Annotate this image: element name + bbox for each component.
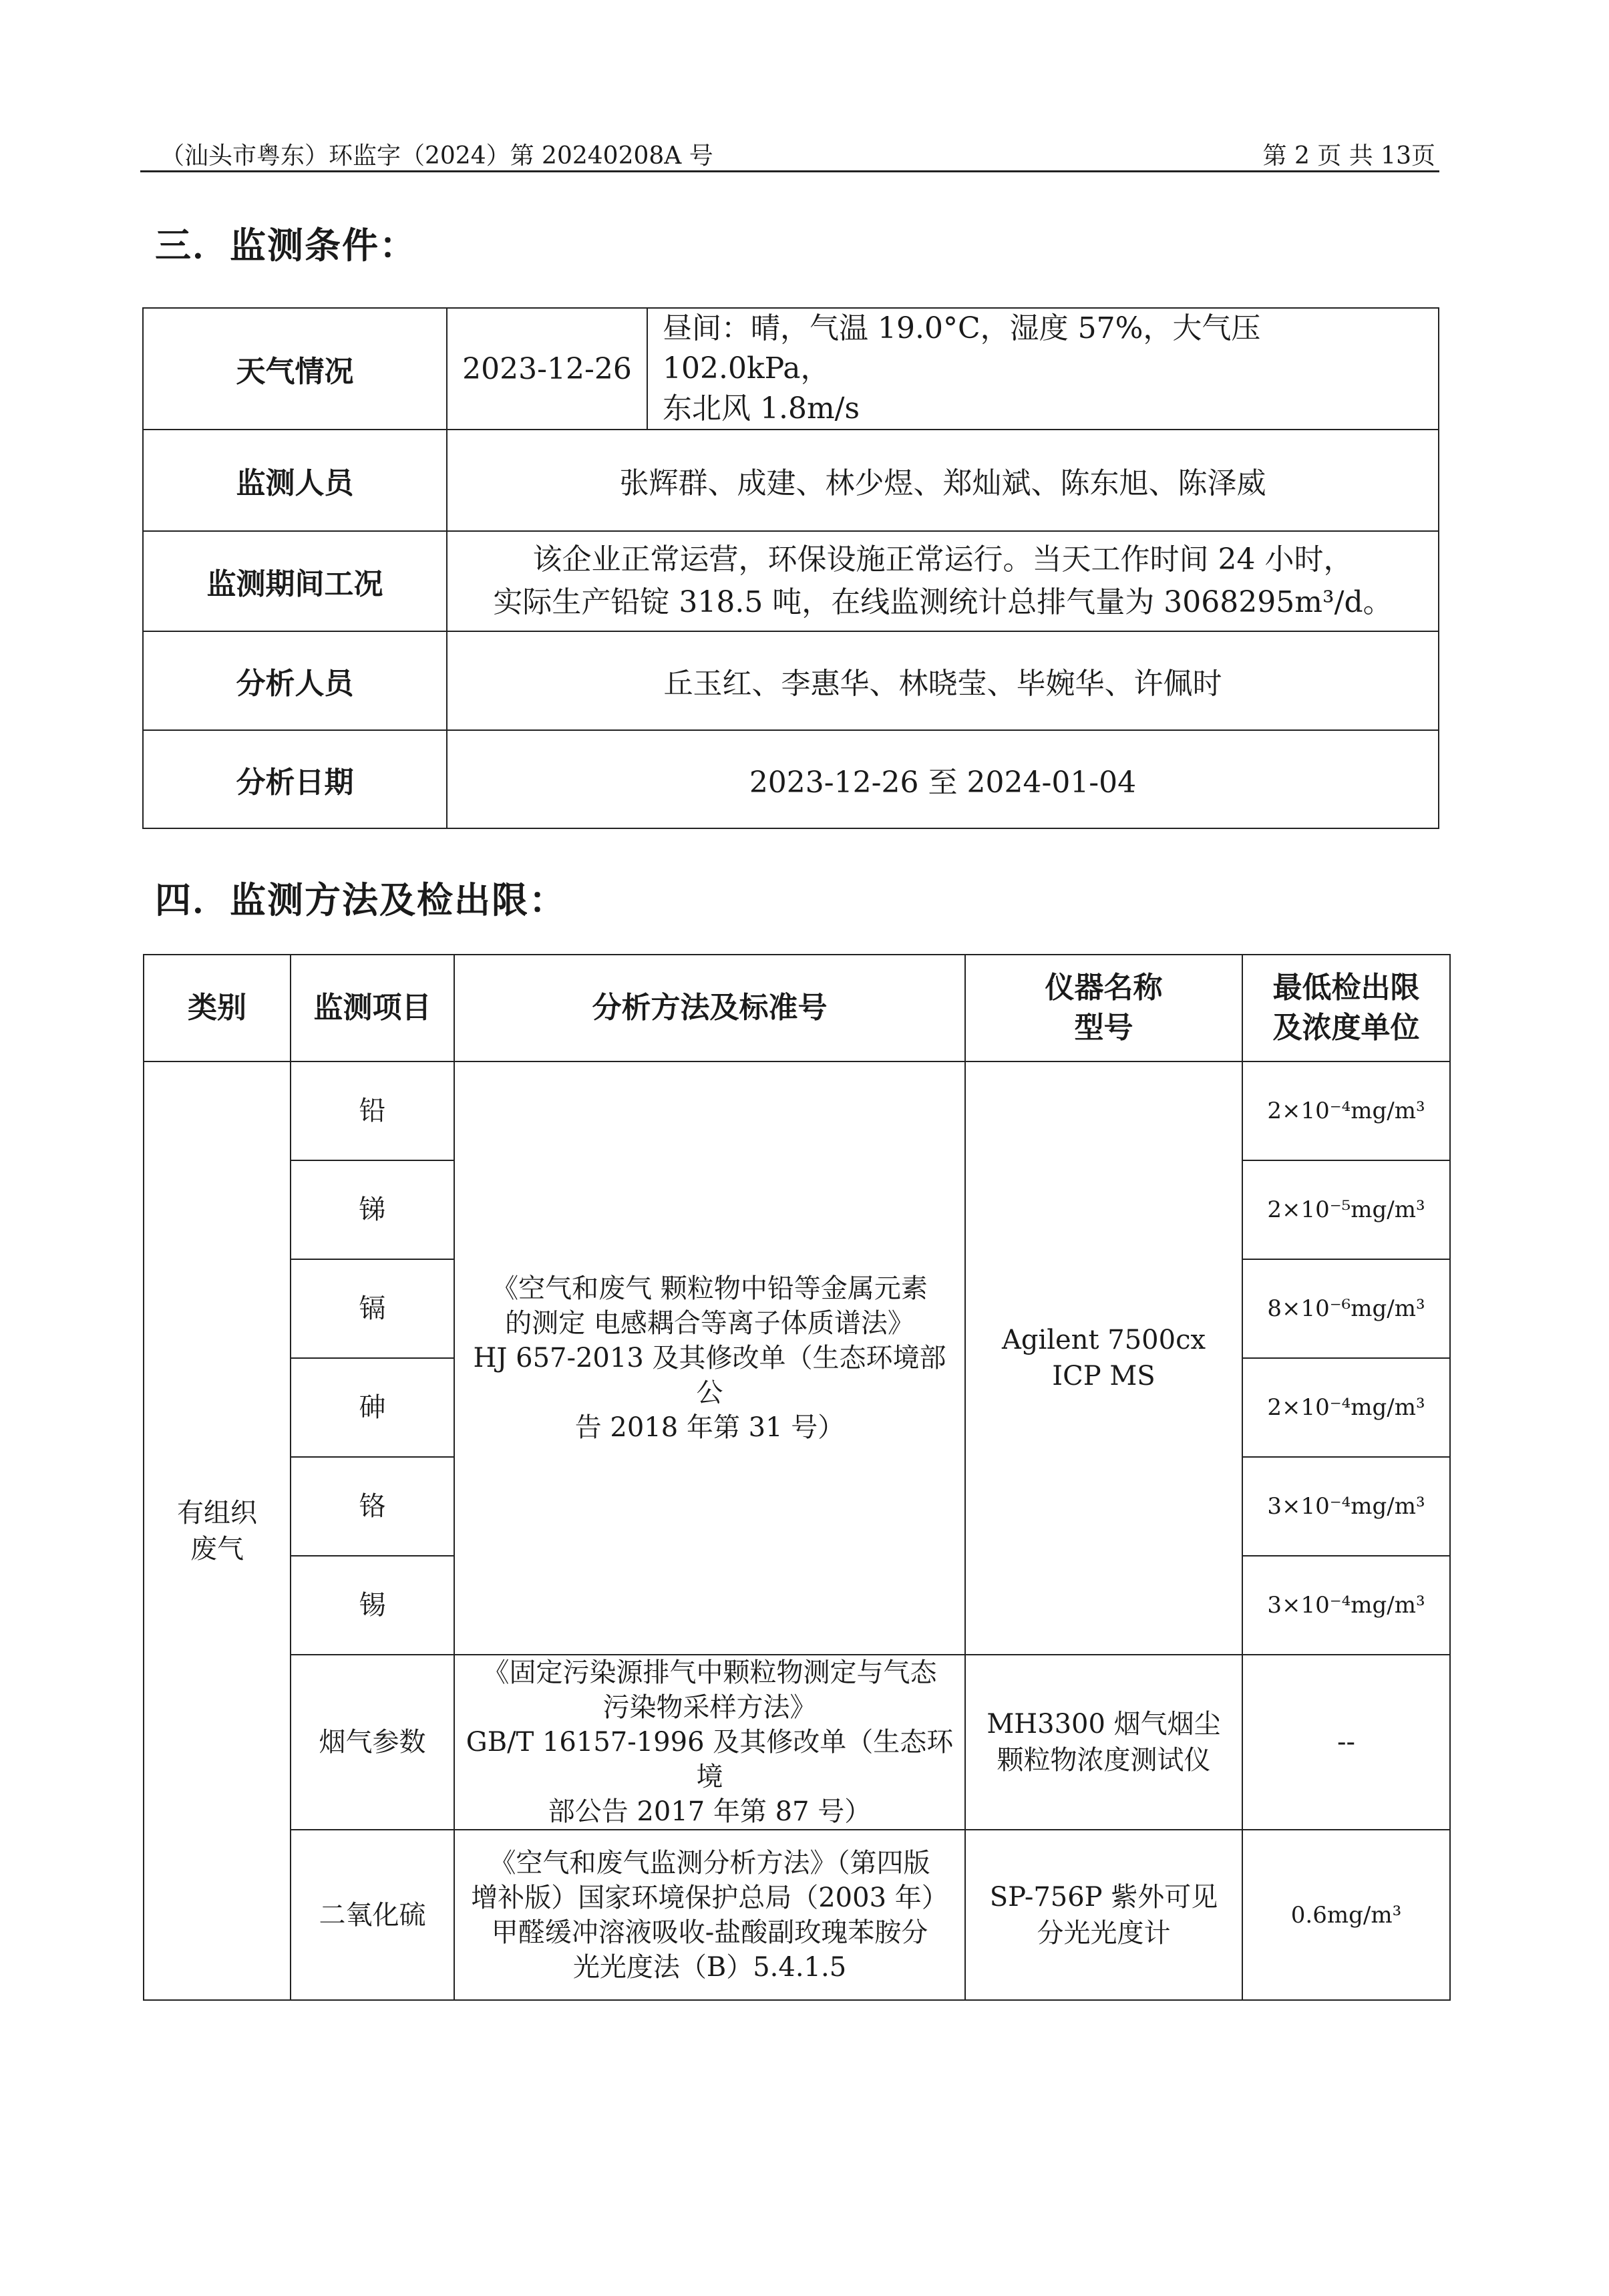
- method-line: 《固定污染源排气中颗粒物测定与气态: [482, 1657, 937, 1688]
- table-row: [144, 955, 1450, 1061]
- operating-line-1: 该企业正常运营，环保设施正常运行。当天工作时间 24 小时，: [532, 542, 1353, 577]
- table-row: [144, 1655, 1450, 1830]
- method-line: 部公告 2017 年第 87 号）: [548, 1796, 872, 1827]
- limit-tin: 3×10⁻⁴mg/m³: [1242, 1556, 1450, 1655]
- item-tin: 锡: [291, 1556, 454, 1655]
- category-line-2: 废气: [190, 1533, 244, 1565]
- monitoring-staff-label: 监测人员: [143, 430, 447, 531]
- instrument-line: SP-756P 紫外可见: [989, 1881, 1218, 1913]
- method-line: 增补版）国家环境保护总局（2003 年）: [471, 1882, 948, 1913]
- table-row: [144, 1830, 1450, 2000]
- header-method: 分析方法及标准号: [454, 955, 965, 1061]
- operating-line-2: 实际生产铅锭 318.5 吨，在线监测统计总排气量为 3068295m³/d。: [493, 585, 1393, 619]
- weather-value: [647, 308, 1439, 430]
- item-so2: 二氧化硫: [291, 1830, 454, 2000]
- table-row: [143, 730, 1439, 828]
- instrument-line: MH3300 烟气烟尘: [987, 1709, 1221, 1740]
- table-row: [144, 1061, 1450, 1160]
- weather-line-2: 东北风 1.8m/s: [663, 391, 860, 426]
- document-number: （汕头市粤东）环监字（2024）第 20240208A 号: [160, 142, 713, 170]
- item-arsenic: 砷: [291, 1358, 454, 1457]
- so2-method: [454, 1830, 965, 2000]
- header-rule: [140, 170, 1439, 172]
- header-category: 类别: [144, 955, 291, 1061]
- section-3-title: 三．监测条件：: [155, 224, 417, 267]
- table-row: [143, 531, 1439, 631]
- monitoring-conditions-table: [142, 307, 1439, 829]
- instrument-line: ICP MS: [1052, 1361, 1155, 1391]
- header-item: 监测项目: [291, 955, 454, 1061]
- limit-lead: 2×10⁻⁴mg/m³: [1242, 1061, 1450, 1160]
- weather-date: 2023-12-26: [447, 308, 647, 430]
- analysts-value: 丘玉红、李惠华、林晓莹、毕婉华、许佩时: [447, 631, 1439, 730]
- operating-condition-value: [447, 531, 1439, 631]
- analysts-label: 分析人员: [143, 631, 447, 730]
- method-line: 《空气和废气 颗粒物中铅等金属元素: [492, 1273, 928, 1304]
- method-line: 《空气和废气监测分析方法》（第四版: [489, 1847, 930, 1878]
- limit-arsenic: 2×10⁻⁴mg/m³: [1242, 1358, 1450, 1457]
- method-line: HJ 657-2013 及其修改单（生态环境部公: [473, 1343, 946, 1408]
- section-4-title: 四．监测方法及检出限：: [155, 879, 566, 921]
- limit-so2: 0.6mg/m³: [1242, 1830, 1450, 2000]
- item-chromium: 铬: [291, 1457, 454, 1556]
- weather-label: 天气情况: [143, 308, 447, 430]
- table-row: [143, 308, 1439, 430]
- instrument-line: Agilent 7500cx: [1001, 1325, 1206, 1355]
- method-line: 光光度法（B）5.4.1.5: [572, 1951, 847, 1983]
- item-lead: 铅: [291, 1061, 454, 1160]
- header-limit-line-1: 最低检出限: [1272, 971, 1420, 1005]
- category-line-1: 有组织: [177, 1497, 257, 1528]
- header-instrument: [965, 955, 1242, 1061]
- metals-method: [454, 1061, 965, 1655]
- method-line: 污染物采样方法》: [602, 1692, 817, 1723]
- header-instrument-line-2: 型号: [1074, 1011, 1133, 1045]
- table-row: [143, 631, 1439, 730]
- limit-flue-gas: --: [1242, 1655, 1450, 1830]
- metals-instrument: [965, 1061, 1242, 1655]
- limit-chromium: 3×10⁻⁴mg/m³: [1242, 1457, 1450, 1556]
- method-line: 的测定 电感耦合等离子体质谱法》: [505, 1308, 914, 1339]
- header-instrument-line-1: 仪器名称: [1045, 971, 1163, 1005]
- analysis-date-value: 2023-12-26 至 2024-01-04: [447, 730, 1439, 828]
- item-cadmium: 镉: [291, 1259, 454, 1358]
- flue-instrument: [965, 1655, 1242, 1830]
- page-info: 第 2 页 共 13页: [1262, 142, 1435, 170]
- limit-cadmium: 8×10⁻⁶mg/m³: [1242, 1259, 1450, 1358]
- category-cell: [144, 1061, 291, 2000]
- method-line: 告 2018 年第 31 号）: [574, 1412, 845, 1443]
- method-line: GB/T 16157-1996 及其修改单（生态环境: [466, 1727, 954, 1792]
- header-limit: [1242, 955, 1450, 1061]
- flue-method: [454, 1655, 965, 1830]
- item-antimony: 锑: [291, 1160, 454, 1259]
- instrument-line: 颗粒物浓度测试仪: [997, 1745, 1211, 1776]
- monitoring-staff-value: 张辉群、成建、林少煜、郑灿斌、陈东旭、陈泽威: [447, 430, 1439, 531]
- header-limit-line-2: 及浓度单位: [1272, 1011, 1420, 1045]
- method-line: 甲醛缓冲溶液吸收-盐酸副玫瑰苯胺分: [491, 1917, 928, 1948]
- so2-instrument: [965, 1830, 1242, 2000]
- instrument-line: 分光光度计: [1037, 1917, 1171, 1949]
- limit-antimony: 2×10⁻⁵mg/m³: [1242, 1160, 1450, 1259]
- analysis-date-label: 分析日期: [143, 730, 447, 828]
- methods-table: [143, 954, 1451, 2001]
- operating-condition-label: 监测期间工况: [143, 531, 447, 631]
- table-row: [143, 430, 1439, 531]
- item-flue-gas: 烟气参数: [291, 1655, 454, 1830]
- weather-line-1: 昼间：晴，气温 19.0°C，湿度 57%，大气压 102.0kPa，: [663, 311, 1261, 385]
